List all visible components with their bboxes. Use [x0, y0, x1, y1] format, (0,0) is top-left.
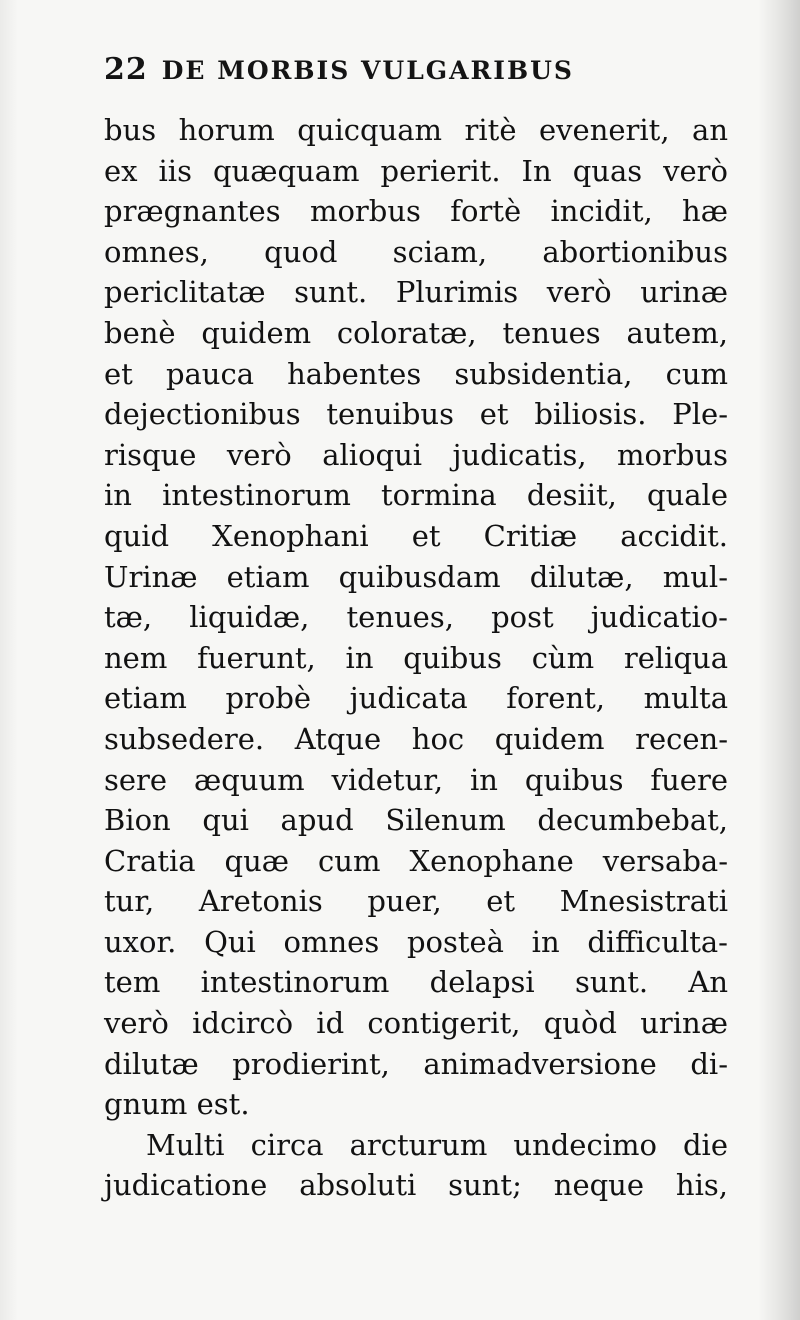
text-line: bus horum quicquam ritè evenerit, an [104, 113, 728, 147]
text-line: uxor. Qui omnes posteà in difficulta- [104, 924, 728, 959]
text-line: etiam probè judicata forent, multa [104, 681, 728, 716]
text-line: omnes, quod sciam, abortionibus [104, 234, 728, 269]
text-line: ex iis quæquam perierit. In quas verò [104, 153, 728, 188]
text-line: gnum est. [104, 1087, 250, 1122]
text-line: et pauca habentes subsidentia, cum [104, 356, 728, 391]
text-line: Cratia quæ cum Xenophane versaba- [104, 843, 728, 878]
text-line: dejectionibus tenuibus et biliosis. Ple- [104, 397, 728, 432]
text-line: risque verò alioqui judicatis, morbus [104, 437, 728, 472]
text-line: tæ, liquidæ, tenues, post judicatio- [104, 600, 728, 635]
running-head [104, 52, 664, 98]
gutter-shadow [758, 0, 800, 1320]
text-line: verò idcircò id contigerit, quòd urinæ [104, 1006, 728, 1041]
running-title: DE MORBIS VULGARIBUS [161, 56, 574, 85]
text-line: prægnantes morbus fortè incidit, hæ [104, 194, 728, 229]
text-line: periclitatæ sunt. Plurimis verò urinæ [104, 275, 728, 310]
page-edge-shadow [0, 0, 18, 1320]
text-line: benè quidem coloratæ, tenues autem, [104, 315, 728, 350]
text-line: tem intestinorum delapsi sunt. An [104, 965, 728, 1000]
text-line: tur, Aretonis puer, et Mnesistrati [104, 884, 728, 919]
text-line: Urinæ etiam quibusdam dilutæ, mul- [104, 559, 728, 594]
text-line: in intestinorum tormina desiit, quale [104, 478, 728, 513]
page-number: 22 [104, 52, 148, 87]
text-line: Bion qui apud Silenum decumbebat, [104, 803, 728, 838]
text-line: sere æquum videtur, in quibus fuere [104, 762, 728, 797]
text-line: nem fuerunt, in quibus cùm reliqua [104, 640, 728, 675]
text-line: quid Xenophani et Critiæ accidit. [104, 518, 728, 553]
text-line: subsedere. Atque hoc quidem recen- [104, 721, 728, 756]
paragraph-start-line: Multi circa arcturum undecimo die [146, 1127, 728, 1162]
text-line: judicatione absoluti sunt; neque his, [104, 1168, 728, 1203]
body-text [104, 110, 728, 1206]
text-line: dilutæ prodierint, animadversione di- [104, 1046, 728, 1081]
